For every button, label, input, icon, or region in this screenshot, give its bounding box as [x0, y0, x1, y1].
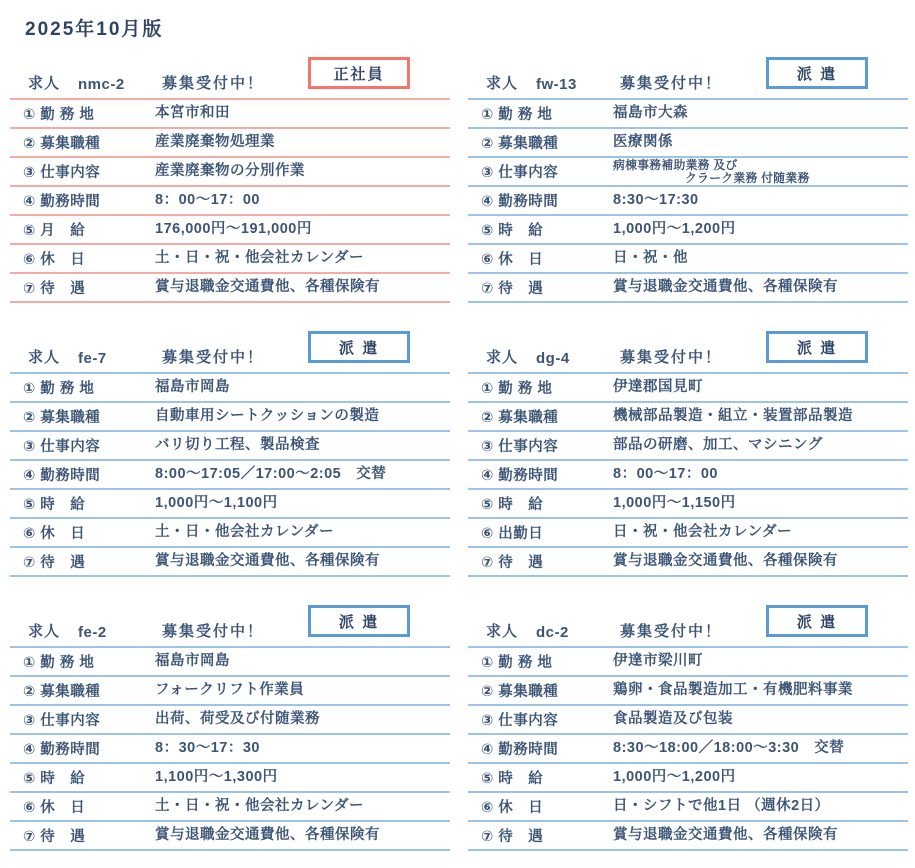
job-attribute-row — [10, 403, 450, 432]
attribute-value — [613, 654, 908, 670]
attribute-value-line1: 土・日・祝・他会社カレンダー — [155, 797, 365, 814]
attribute-value-line1: 8：30～17：30 — [155, 739, 260, 756]
attribute-label: ④ 勤務時間 — [481, 468, 559, 484]
job-attribute-row — [468, 822, 908, 851]
attribute-label: ⑤ 月 給 — [23, 223, 86, 239]
attribute-value — [155, 106, 450, 122]
attribute-value — [155, 525, 450, 541]
attribute-value-line1: 1,000円～1,100円 — [155, 494, 278, 511]
attribute-label: ③ 仕事内容 — [481, 165, 559, 181]
job-attribute-row — [468, 403, 908, 432]
job-attribute-row — [468, 129, 908, 158]
job-attribute-row — [10, 764, 450, 793]
attribute-value-line1: 賞与退職金交通費他、各種保険有 — [613, 826, 838, 843]
attribute-value — [613, 828, 908, 844]
job-attribute-row — [10, 822, 450, 851]
job-attribute-row — [10, 519, 450, 548]
attribute-value-line1: 伊達市梁川町 — [613, 652, 703, 669]
attribute-value-line1: 産業廃棄物処理業 — [155, 133, 275, 150]
attribute-value — [155, 770, 450, 786]
attribute-value — [613, 135, 908, 151]
attribute-value — [155, 467, 450, 483]
job-attribute-row — [468, 548, 908, 577]
job-attribute-rows — [10, 100, 450, 303]
recruiting-status: 募集受付中！ — [620, 75, 723, 92]
attribute-value-line1: 8:00～17:05／17:00～2:05 交替 — [155, 465, 387, 482]
attribute-label: ④ 勤務時間 — [481, 742, 559, 758]
job-attribute-row — [10, 100, 450, 129]
job-prefix-label: 求人 — [28, 75, 61, 92]
job-code: dc-2 — [536, 624, 569, 641]
attribute-value — [155, 193, 450, 209]
attribute-label: ② 募集職種 — [481, 684, 559, 700]
attribute-value — [155, 135, 450, 151]
job-attribute-row — [468, 648, 908, 677]
attribute-label: ③ 仕事内容 — [481, 713, 559, 729]
attribute-value-line1: 1,000円～1,200円 — [613, 220, 736, 237]
attribute-value-line1: 賞与退職金交通費他、各種保険有 — [155, 278, 380, 295]
job-card — [10, 605, 450, 851]
attribute-value — [613, 280, 908, 296]
attribute-value — [613, 799, 908, 815]
attribute-label: ① 勤 務 地 — [23, 381, 95, 397]
attribute-label: ① 勤 務 地 — [481, 655, 553, 671]
attribute-label: ④ 勤務時間 — [23, 194, 101, 210]
attribute-value — [613, 467, 908, 483]
attribute-value — [613, 251, 908, 267]
job-attribute-row — [468, 677, 908, 706]
attribute-value-line1: 福島市岡島 — [155, 378, 230, 395]
attribute-value-line1: 医療関係 — [613, 133, 673, 150]
recruiting-status: 募集受付中！ — [162, 349, 265, 366]
recruiting-status: 募集受付中！ — [162, 75, 265, 92]
attribute-value-line1: 8:30～17:30 — [613, 191, 699, 208]
attribute-label: ⑥ 休 日 — [23, 526, 86, 542]
job-attribute-row — [10, 793, 450, 822]
recruiting-status: 募集受付中！ — [162, 623, 265, 640]
job-prefix-label: 求人 — [486, 349, 519, 366]
job-code: dg-4 — [536, 350, 570, 367]
attribute-value-line1: 1,100円～1,300円 — [155, 768, 278, 785]
attribute-label: ④ 勤務時間 — [23, 468, 101, 484]
attribute-value-line1: 産業廃棄物の分別作業 — [155, 162, 305, 179]
attribute-label: ⑦ 待 遇 — [23, 281, 86, 297]
job-attribute-row — [468, 274, 908, 303]
attribute-value — [155, 380, 450, 396]
attribute-value — [613, 741, 908, 757]
attribute-label: ⑦ 待 遇 — [23, 555, 86, 571]
attribute-value — [613, 770, 908, 786]
page-title: 2025年10月版 — [25, 19, 164, 40]
job-attribute-row — [10, 216, 450, 245]
attribute-label: ④ 勤務時間 — [23, 742, 101, 758]
job-attribute-row — [10, 706, 450, 735]
attribute-value — [155, 683, 450, 699]
job-code: fe-7 — [78, 350, 107, 367]
employment-type-badge: 派 遣 — [308, 331, 410, 363]
job-attribute-row — [468, 245, 908, 274]
job-attribute-row — [10, 490, 450, 519]
attribute-label: ④ 勤務時間 — [481, 194, 559, 210]
attribute-label: ⑦ 待 遇 — [481, 555, 544, 571]
attribute-value-line1: フォークリフト作業員 — [155, 681, 305, 698]
attribute-value-line1: 伊達郡国見町 — [613, 378, 703, 395]
job-attribute-row — [468, 374, 908, 403]
attribute-label: ③ 仕事内容 — [481, 439, 559, 455]
attribute-value — [155, 712, 450, 728]
attribute-value-line1: 賞与退職金交通費他、各種保険有 — [613, 552, 838, 569]
attribute-value — [155, 496, 450, 512]
job-attribute-row — [10, 548, 450, 577]
attribute-value-line1: 日・シフトで他1日 （週休2日） — [613, 797, 830, 814]
job-prefix-label: 求人 — [486, 623, 519, 640]
attribute-value — [613, 106, 908, 122]
attribute-value — [613, 193, 908, 209]
attribute-value-line1: 出荷、荷受及び付随業務 — [155, 710, 320, 727]
attribute-label: ② 募集職種 — [481, 410, 559, 426]
attribute-label: ⑥ 休 日 — [481, 800, 544, 816]
attribute-value-line1: 日・祝・他会社カレンダー — [613, 523, 793, 540]
attribute-label: ① 勤 務 地 — [481, 381, 553, 397]
attribute-value — [155, 251, 450, 267]
recruiting-status: 募集受付中！ — [620, 349, 723, 366]
attribute-value-line1: 部品の研磨、加工、マシニング — [613, 436, 823, 453]
job-attribute-rows — [468, 374, 908, 577]
attribute-value — [155, 438, 450, 454]
attribute-value-line1: 食品製造及び包装 — [613, 710, 733, 727]
job-card — [468, 331, 908, 577]
job-attribute-row — [468, 432, 908, 461]
attribute-label: ① 勤 務 地 — [23, 107, 95, 123]
attribute-value-line1: 賞与退職金交通費他、各種保険有 — [613, 278, 838, 295]
attribute-value — [613, 712, 908, 728]
attribute-label: ⑦ 待 遇 — [481, 281, 544, 297]
job-code: nmc-2 — [78, 76, 125, 93]
attribute-label: ① 勤 務 地 — [481, 107, 553, 123]
employment-type-badge: 派 遣 — [308, 605, 410, 637]
job-attribute-rows — [10, 374, 450, 577]
attribute-label: ⑦ 待 遇 — [23, 829, 86, 845]
job-card — [10, 331, 450, 577]
attribute-value-line1: 賞与退職金交通費他、各種保険有 — [155, 826, 380, 843]
attribute-label: ① 勤 務 地 — [23, 655, 95, 671]
attribute-label: ⑥ 休 日 — [23, 252, 86, 268]
attribute-value-line1: 本宮市和田 — [155, 104, 230, 121]
attribute-value-line1: 鶏卵・食品製造加工・有機肥料事業 — [613, 681, 853, 698]
attribute-value — [155, 799, 450, 815]
job-cards-grid — [10, 57, 908, 851]
job-attribute-row — [468, 793, 908, 822]
attribute-value — [613, 554, 908, 570]
attribute-value-line1: 土・日・他会社カレンダー — [155, 523, 335, 540]
attribute-value-line1: 8：00～17：00 — [155, 191, 260, 208]
job-card — [468, 605, 908, 851]
recruiting-status: 募集受付中！ — [620, 623, 723, 640]
job-attribute-row — [468, 187, 908, 216]
job-prefix-label: 求人 — [28, 623, 61, 640]
attribute-label: ⑤ 時 給 — [481, 771, 544, 787]
attribute-label: ③ 仕事内容 — [23, 165, 101, 181]
attribute-label: ③ 仕事内容 — [23, 713, 101, 729]
attribute-value-line1: 自動車用シートクッションの製造 — [155, 407, 380, 424]
job-attribute-row — [468, 519, 908, 548]
attribute-label: ② 募集職種 — [23, 136, 101, 152]
attribute-value-line1: 福島市岡島 — [155, 652, 230, 669]
employment-type-badge: 派 遣 — [766, 57, 868, 89]
attribute-value-line1: 土・日・祝・他会社カレンダー — [155, 249, 365, 266]
attribute-value — [613, 525, 908, 541]
attribute-value-line1: 8：00～17：00 — [613, 465, 718, 482]
attribute-label: ③ 仕事内容 — [23, 439, 101, 455]
job-attribute-row — [468, 764, 908, 793]
job-attribute-row — [468, 735, 908, 764]
attribute-value-line1: 1,000円～1,150円 — [613, 494, 736, 511]
attribute-value — [155, 222, 450, 238]
job-prefix-label: 求人 — [486, 75, 519, 92]
job-attribute-row — [10, 432, 450, 461]
attribute-value — [155, 828, 450, 844]
job-attribute-row — [468, 706, 908, 735]
attribute-value-line1: 福島市大森 — [613, 104, 688, 121]
attribute-value-line1: バリ切り工程、製品検査 — [155, 436, 320, 453]
job-code: fw-13 — [536, 76, 577, 93]
job-attribute-row — [10, 461, 450, 490]
attribute-value-line1: 病棟事務補助業務 及び — [613, 157, 738, 172]
attribute-value — [155, 654, 450, 670]
job-attribute-row — [10, 158, 450, 187]
job-card — [10, 57, 450, 303]
attribute-label: ⑥ 休 日 — [23, 800, 86, 816]
job-attribute-row — [468, 100, 908, 129]
attribute-value — [155, 554, 450, 570]
job-attribute-row — [10, 374, 450, 403]
employment-type-badge: 派 遣 — [766, 605, 868, 637]
attribute-value-line1: 1,000円～1,200円 — [613, 768, 736, 785]
attribute-value-line1: 日・祝・他 — [613, 249, 688, 266]
job-attribute-row — [468, 158, 908, 187]
job-card — [468, 57, 908, 303]
job-attribute-row — [10, 245, 450, 274]
attribute-value — [155, 409, 450, 425]
attribute-value — [613, 222, 908, 238]
job-attribute-row — [10, 677, 450, 706]
job-attribute-row — [10, 735, 450, 764]
job-attribute-rows — [468, 648, 908, 851]
attribute-value-line1: 8:30～18:00／18:00～3:30 交替 — [613, 739, 845, 756]
attribute-label: ⑥ 休 日 — [481, 252, 544, 268]
employment-type-badge: 派 遣 — [766, 331, 868, 363]
job-prefix-label: 求人 — [28, 349, 61, 366]
attribute-label: ⑤ 時 給 — [481, 497, 544, 513]
attribute-value — [613, 380, 908, 396]
job-attribute-row — [10, 187, 450, 216]
job-attribute-row — [468, 216, 908, 245]
job-attribute-row — [10, 129, 450, 158]
attribute-value — [613, 409, 908, 425]
job-attribute-row — [468, 461, 908, 490]
job-attribute-row — [468, 490, 908, 519]
job-attribute-rows — [10, 648, 450, 851]
attribute-value-line1: 機械部品製造・組立・装置部品製造 — [613, 407, 853, 424]
attribute-label: ② 募集職種 — [23, 684, 101, 700]
attribute-value-line1: 賞与退職金交通費他、各種保険有 — [155, 552, 380, 569]
attribute-label: ② 募集職種 — [481, 136, 559, 152]
job-attribute-rows — [468, 100, 908, 303]
attribute-value — [155, 164, 450, 180]
attribute-label: ⑤ 時 給 — [481, 223, 544, 239]
employment-type-badge: 正社員 — [308, 57, 410, 89]
attribute-value — [613, 683, 908, 699]
attribute-value — [613, 159, 908, 185]
job-attribute-row — [10, 274, 450, 303]
attribute-value — [155, 741, 450, 757]
attribute-label: ② 募集職種 — [23, 410, 101, 426]
job-code: fe-2 — [78, 624, 107, 641]
attribute-value — [613, 496, 908, 512]
attribute-label: ⑦ 待 遇 — [481, 829, 544, 845]
attribute-value-line1: 176,000円～191,000円 — [155, 220, 312, 237]
attribute-value-line2: クラーク業務 付随業務 — [685, 170, 810, 185]
attribute-label: ⑤ 時 給 — [23, 771, 86, 787]
attribute-label: ⑤ 時 給 — [23, 497, 86, 513]
attribute-label: ⑥ 出勤日 — [481, 526, 544, 542]
job-attribute-row — [10, 648, 450, 677]
attribute-value — [613, 438, 908, 454]
attribute-value — [155, 280, 450, 296]
